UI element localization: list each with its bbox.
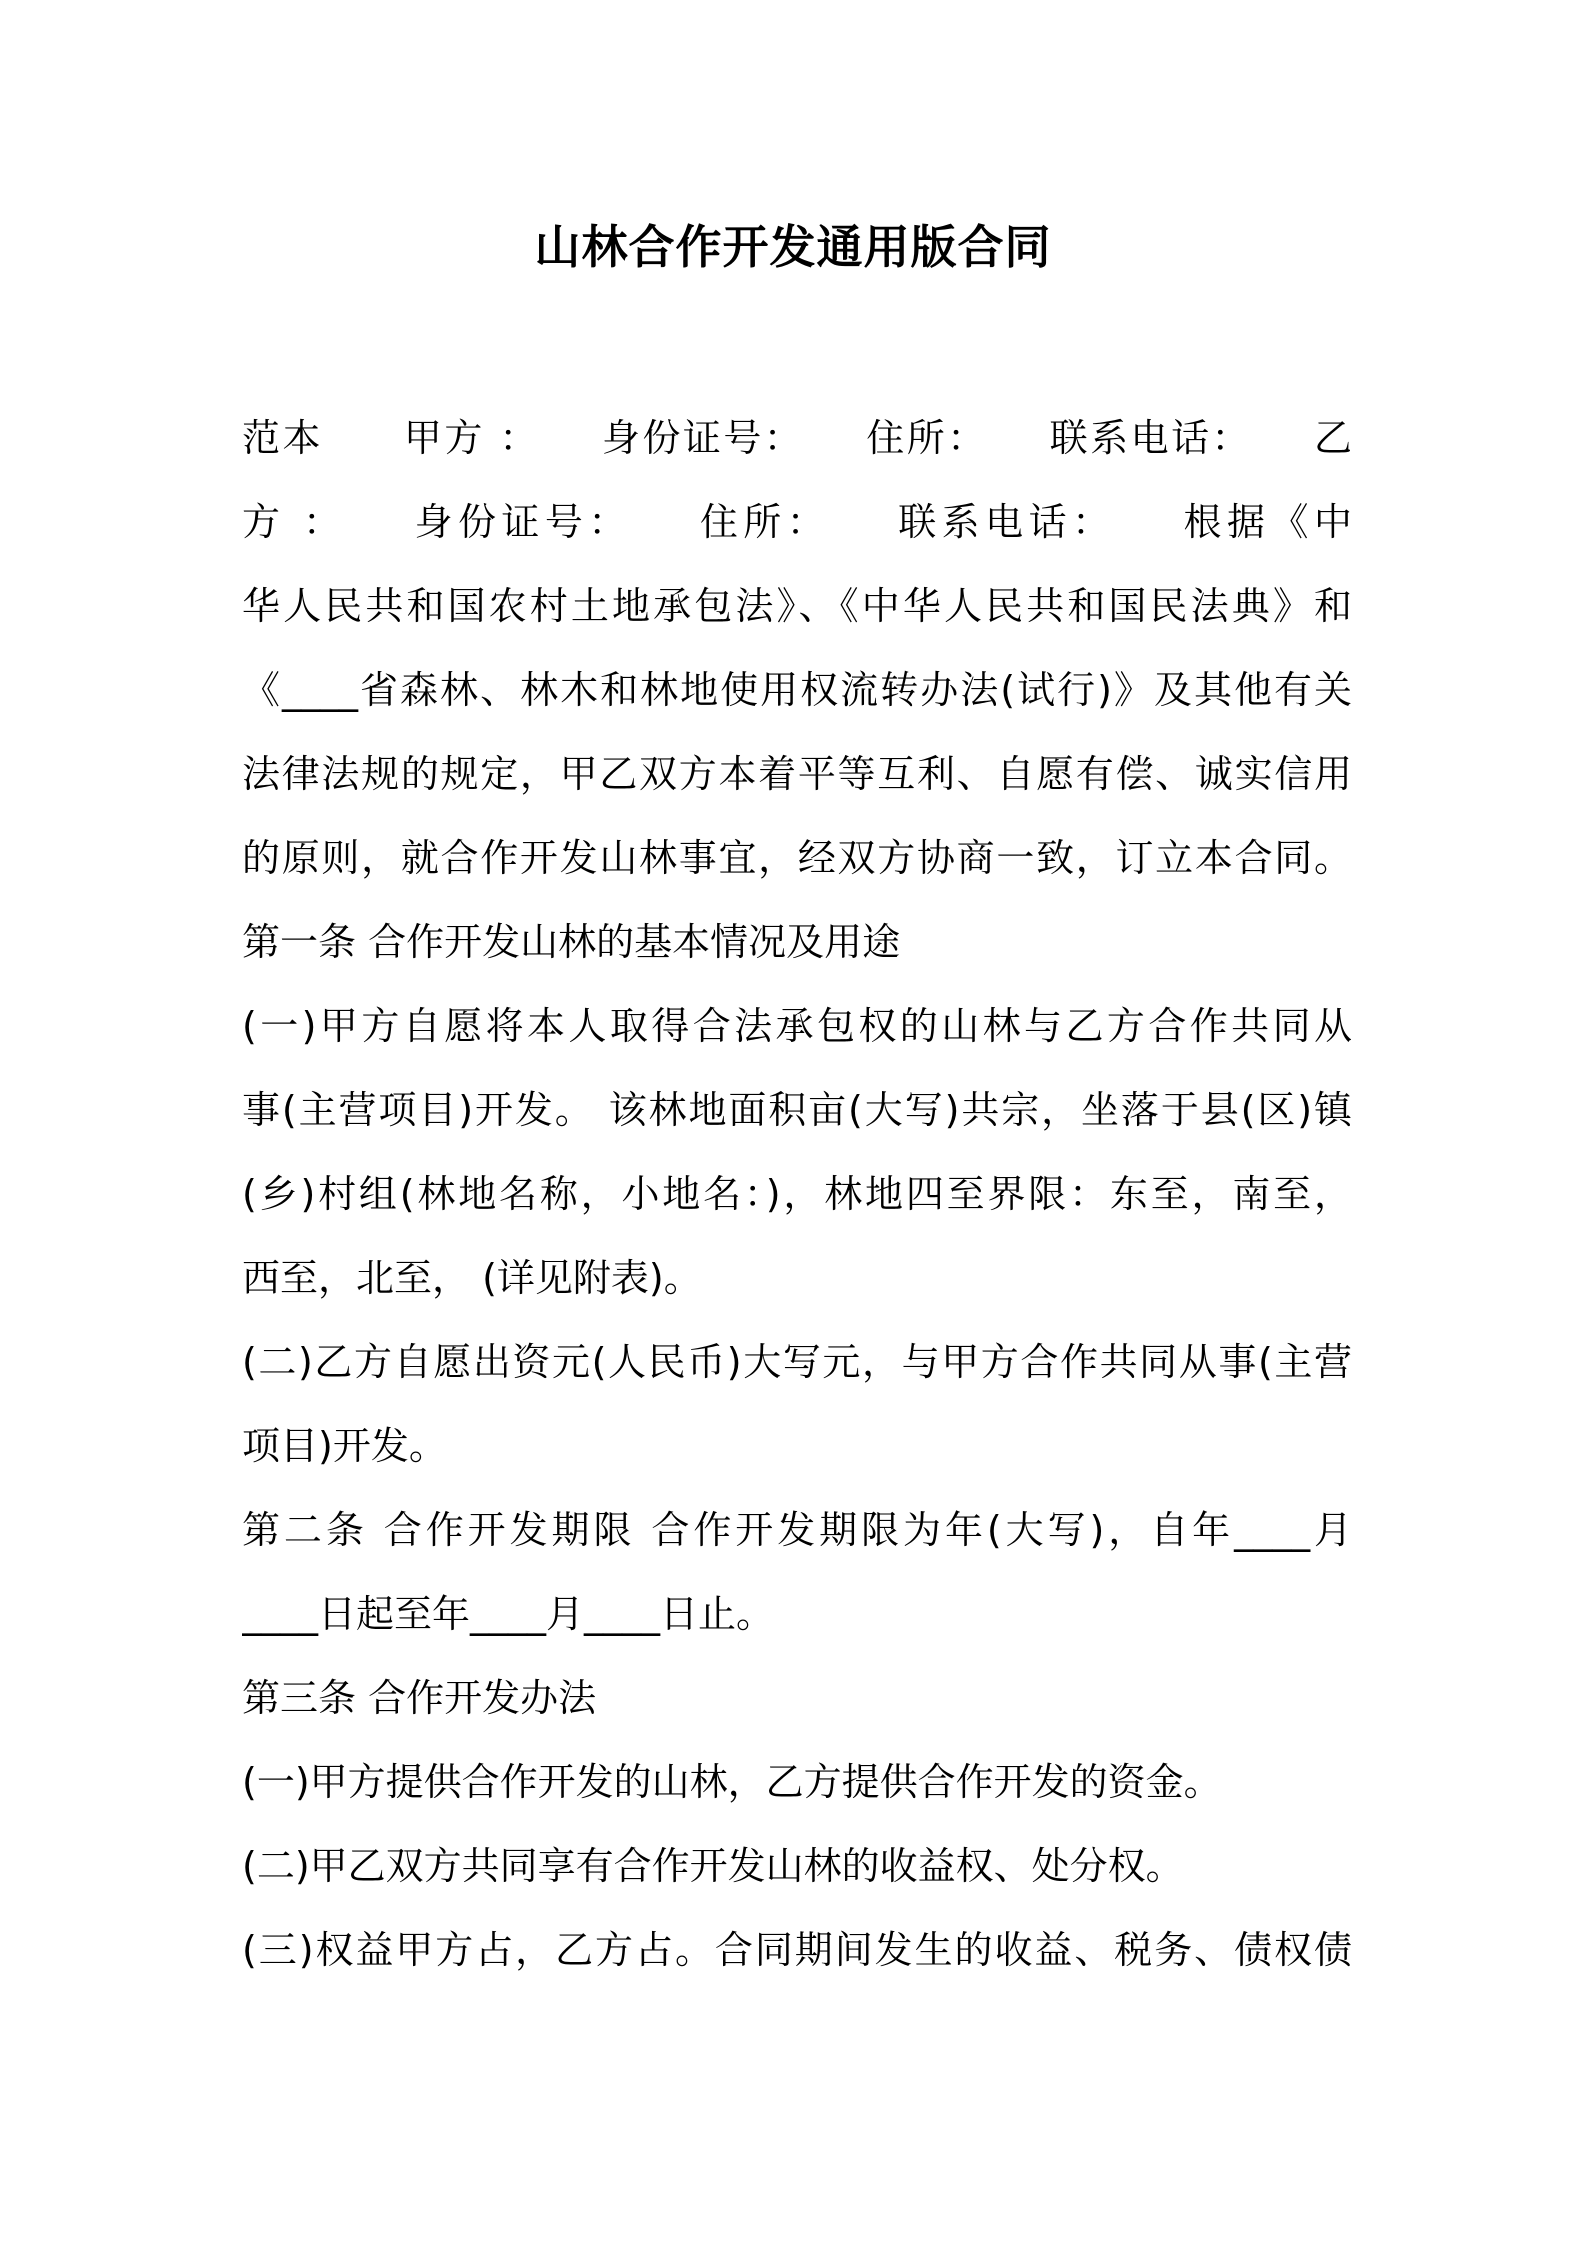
document-title: 山林合作开发通用版合同: [534, 220, 1052, 274]
document-line: 法律法规的规定，甲乙双方本着平等互利、自愿有偿、诚实信用: [242, 752, 1352, 796]
document-line: ____日起至年____月____日止。: [242, 1592, 775, 1636]
document-body: [242, 396, 1352, 1992]
document-line: 华人民共和国农村土地承包法》、《中华人民共和国民法典》和: [242, 584, 1352, 628]
document-line: 项目)开发。: [242, 1424, 447, 1468]
document-line: (乡)村组(林地名称，小地名：)，林地四至界限：东至，南至，: [242, 1172, 1352, 1216]
document-line: 第一条 合作开发山林的基本情况及用途: [242, 920, 901, 964]
document-line: 范本 甲方 ： 身份证号： 住所： 联系电话： 乙: [242, 416, 1352, 460]
document-line: 第三条 合作开发办法: [242, 1676, 597, 1720]
document-line: (一)甲方提供合作开发的山林，乙方提供合作开发的资金。: [242, 1760, 1222, 1804]
document-line: 西至，北至， (详见附表)。: [242, 1256, 702, 1300]
document-line: 《____省森林、林木和林地使用权流转办法(试行)》及其他有关: [242, 668, 1352, 712]
document-line: (一)甲方自愿将本人取得合法承包权的山林与乙方合作共同从: [242, 1004, 1352, 1048]
document-line: 的原则，就合作开发山林事宜，经双方协商一致，订立本合同。: [242, 836, 1352, 880]
document-line: 第二条 合作开发期限 合作开发期限为年(大写)，自年____月: [242, 1508, 1352, 1552]
document-line: (二)乙方自愿出资元(人民币)大写元，与甲方合作共同从事(主营: [242, 1340, 1352, 1384]
document-line: (三)权益甲方占，乙方占。合同期间发生的收益、税务、债权债: [242, 1928, 1352, 1972]
document-line: 事(主营项目)开发。 该林地面积亩(大写)共宗，坐落于县(区)镇: [242, 1088, 1352, 1132]
document-line: 方 ： 身份证号： 住所： 联系电话： 根据《中: [242, 500, 1352, 544]
document-line: (二)甲乙双方共同享有合作开发山林的收益权、处分权。: [242, 1844, 1184, 1888]
